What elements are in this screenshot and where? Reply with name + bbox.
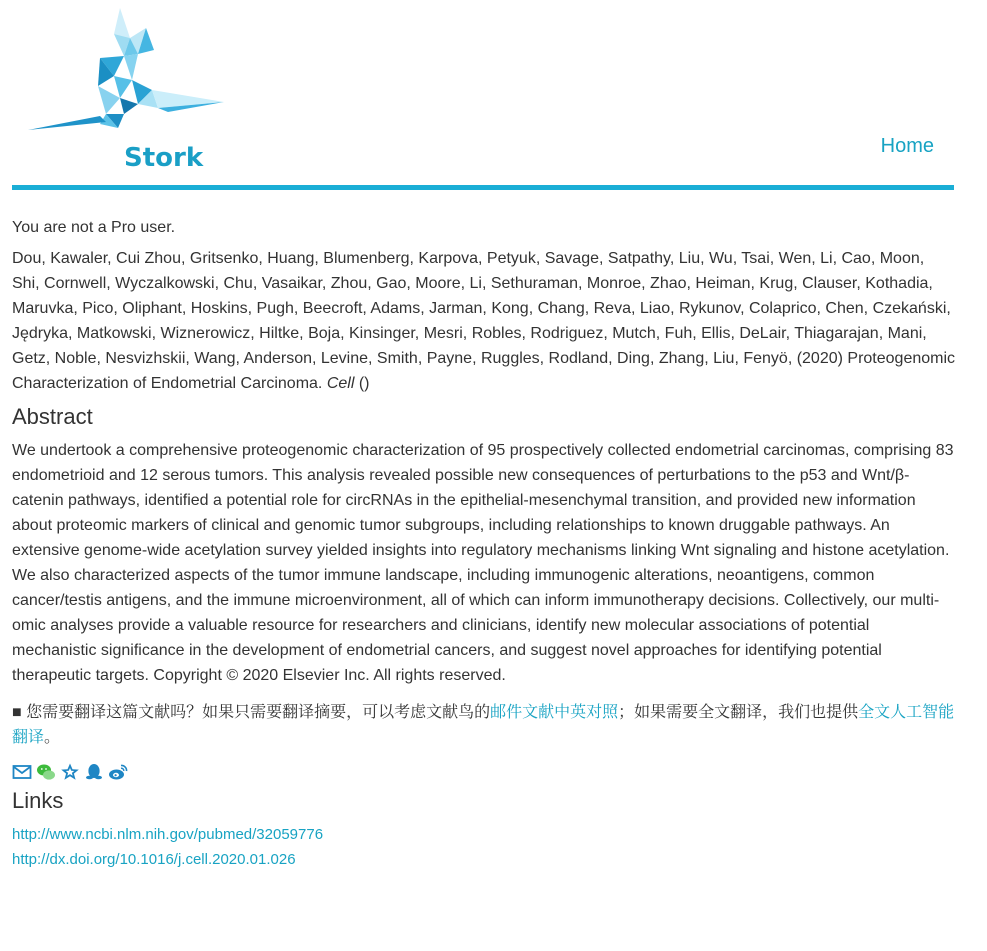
home-link[interactable]: Home bbox=[880, 135, 934, 157]
abstract-heading: Abstract bbox=[12, 404, 93, 429]
email-icon[interactable] bbox=[12, 762, 32, 782]
logo-text: Stork bbox=[124, 143, 204, 173]
translation-note-suffix: 。 bbox=[44, 729, 61, 746]
stork-bird-icon bbox=[28, 4, 233, 144]
weibo-icon[interactable] bbox=[108, 762, 128, 782]
citation-authors-title: Dou, Kawaler, Cui Zhou, Gritsenko, Huang, Blumenberg, Karpova, Petyuk, Savage, Satpathy, Liu, Wu, Tsai, Wen, Li, Cao, Moon, Shi, Cornwell, Wyczalkowski, Chu, Vasaikar, Zhou, Gao, Moore, Li, Sethuraman, Monroe, Zhao, Heiman, Krug, Clauser, Kothadia, Maruvka, Pico, Oliphant, Hoskins, Pugh, Beecroft, Adams, Jarman, Kong, Chang, Reva, Liao, Rykunov, Colaprico, Chen, Czekański, Jędryka, Matkowski, Wiznerowicz, Hiltke, Boja, Kinsinger, Mesri, Robles, Rodriguez, Mutch, Fuh, Ellis, DeLair, Thiagarajan, Mani, Getz, Noble, Nesvizhskii, Wang, Anderson, Levine, Smith, Payne, Ruggles, Rodland, Ding, Zhang, Liu, Fenyö, (2020) Proteogenomic Characterization of Endometrial Carcinoma. bbox=[12, 250, 956, 392]
translation-note-middle: ；如果需要全文翻译，我们也提供 bbox=[618, 704, 859, 721]
qq-icon[interactable] bbox=[84, 762, 104, 782]
share-bar bbox=[12, 760, 956, 784]
citation-volume: () bbox=[354, 375, 370, 392]
citation bbox=[12, 246, 956, 396]
site-header bbox=[0, 0, 987, 192]
article-content bbox=[12, 215, 956, 872]
header-divider bbox=[12, 185, 954, 190]
pubmed-link[interactable]: http://www.ncbi.nlm.nih.gov/pubmed/32059776 bbox=[12, 826, 324, 843]
bilingual-email-link[interactable]: 邮件文献中英对照 bbox=[490, 704, 619, 721]
wechat-icon[interactable] bbox=[36, 762, 56, 782]
translation-note-prefix: ■ 您需要翻译这篇文献吗？如果只需要翻译摘要，可以考虑文献鸟的 bbox=[12, 704, 491, 721]
citation-journal: Cell bbox=[326, 375, 355, 392]
abstract-text: We undertook a comprehensive proteogenomic characterization of 95 prospectively collected endometrial carcinomas, comprising 83 endometrioid and 12 serous tumors. This analysis revealed possible new consequences of perturbations to the p53 and Wnt/β-catenin pathways, identified a potential role for circRNAs in the epithelial-mesenchymal transition, and provided new information about proteomic markers of clinical and genomic tumor subgroups, including relationships to known druggable pathways. An extensive genome-wide acetylation survey yielded insights into regulatory mechanisms linking Wnt signaling and histone acetylation. We also characterized aspects of the tumor immune landscape, including immunogenic alterations, neoantigens, common cancer/testis antigens, and the immune microenvironment, all of which can inform immunotherapy decisions. Collectively, our multi-omic analyses provide a valuable resource for researchers and clinicians, identify new molecular associations of potential mechanistic significance in the development of endometrial cancers, and suggest novel approaches for identifying potential therapeutic targets. Copyright © 2020 Elsevier Inc. All rights reserved. bbox=[12, 442, 954, 684]
links-heading: Links bbox=[12, 788, 64, 813]
ai-translation-link[interactable]: 全文人工智能翻译 bbox=[12, 704, 955, 746]
pro-user-notice: You are not a Pro user. bbox=[12, 219, 176, 236]
favorite-star-icon[interactable] bbox=[60, 762, 80, 782]
doi-link[interactable]: http://dx.doi.org/10.1016/j.cell.2020.01.026 bbox=[12, 851, 296, 868]
stork-logo[interactable] bbox=[28, 4, 233, 173]
translation-note bbox=[12, 700, 956, 750]
